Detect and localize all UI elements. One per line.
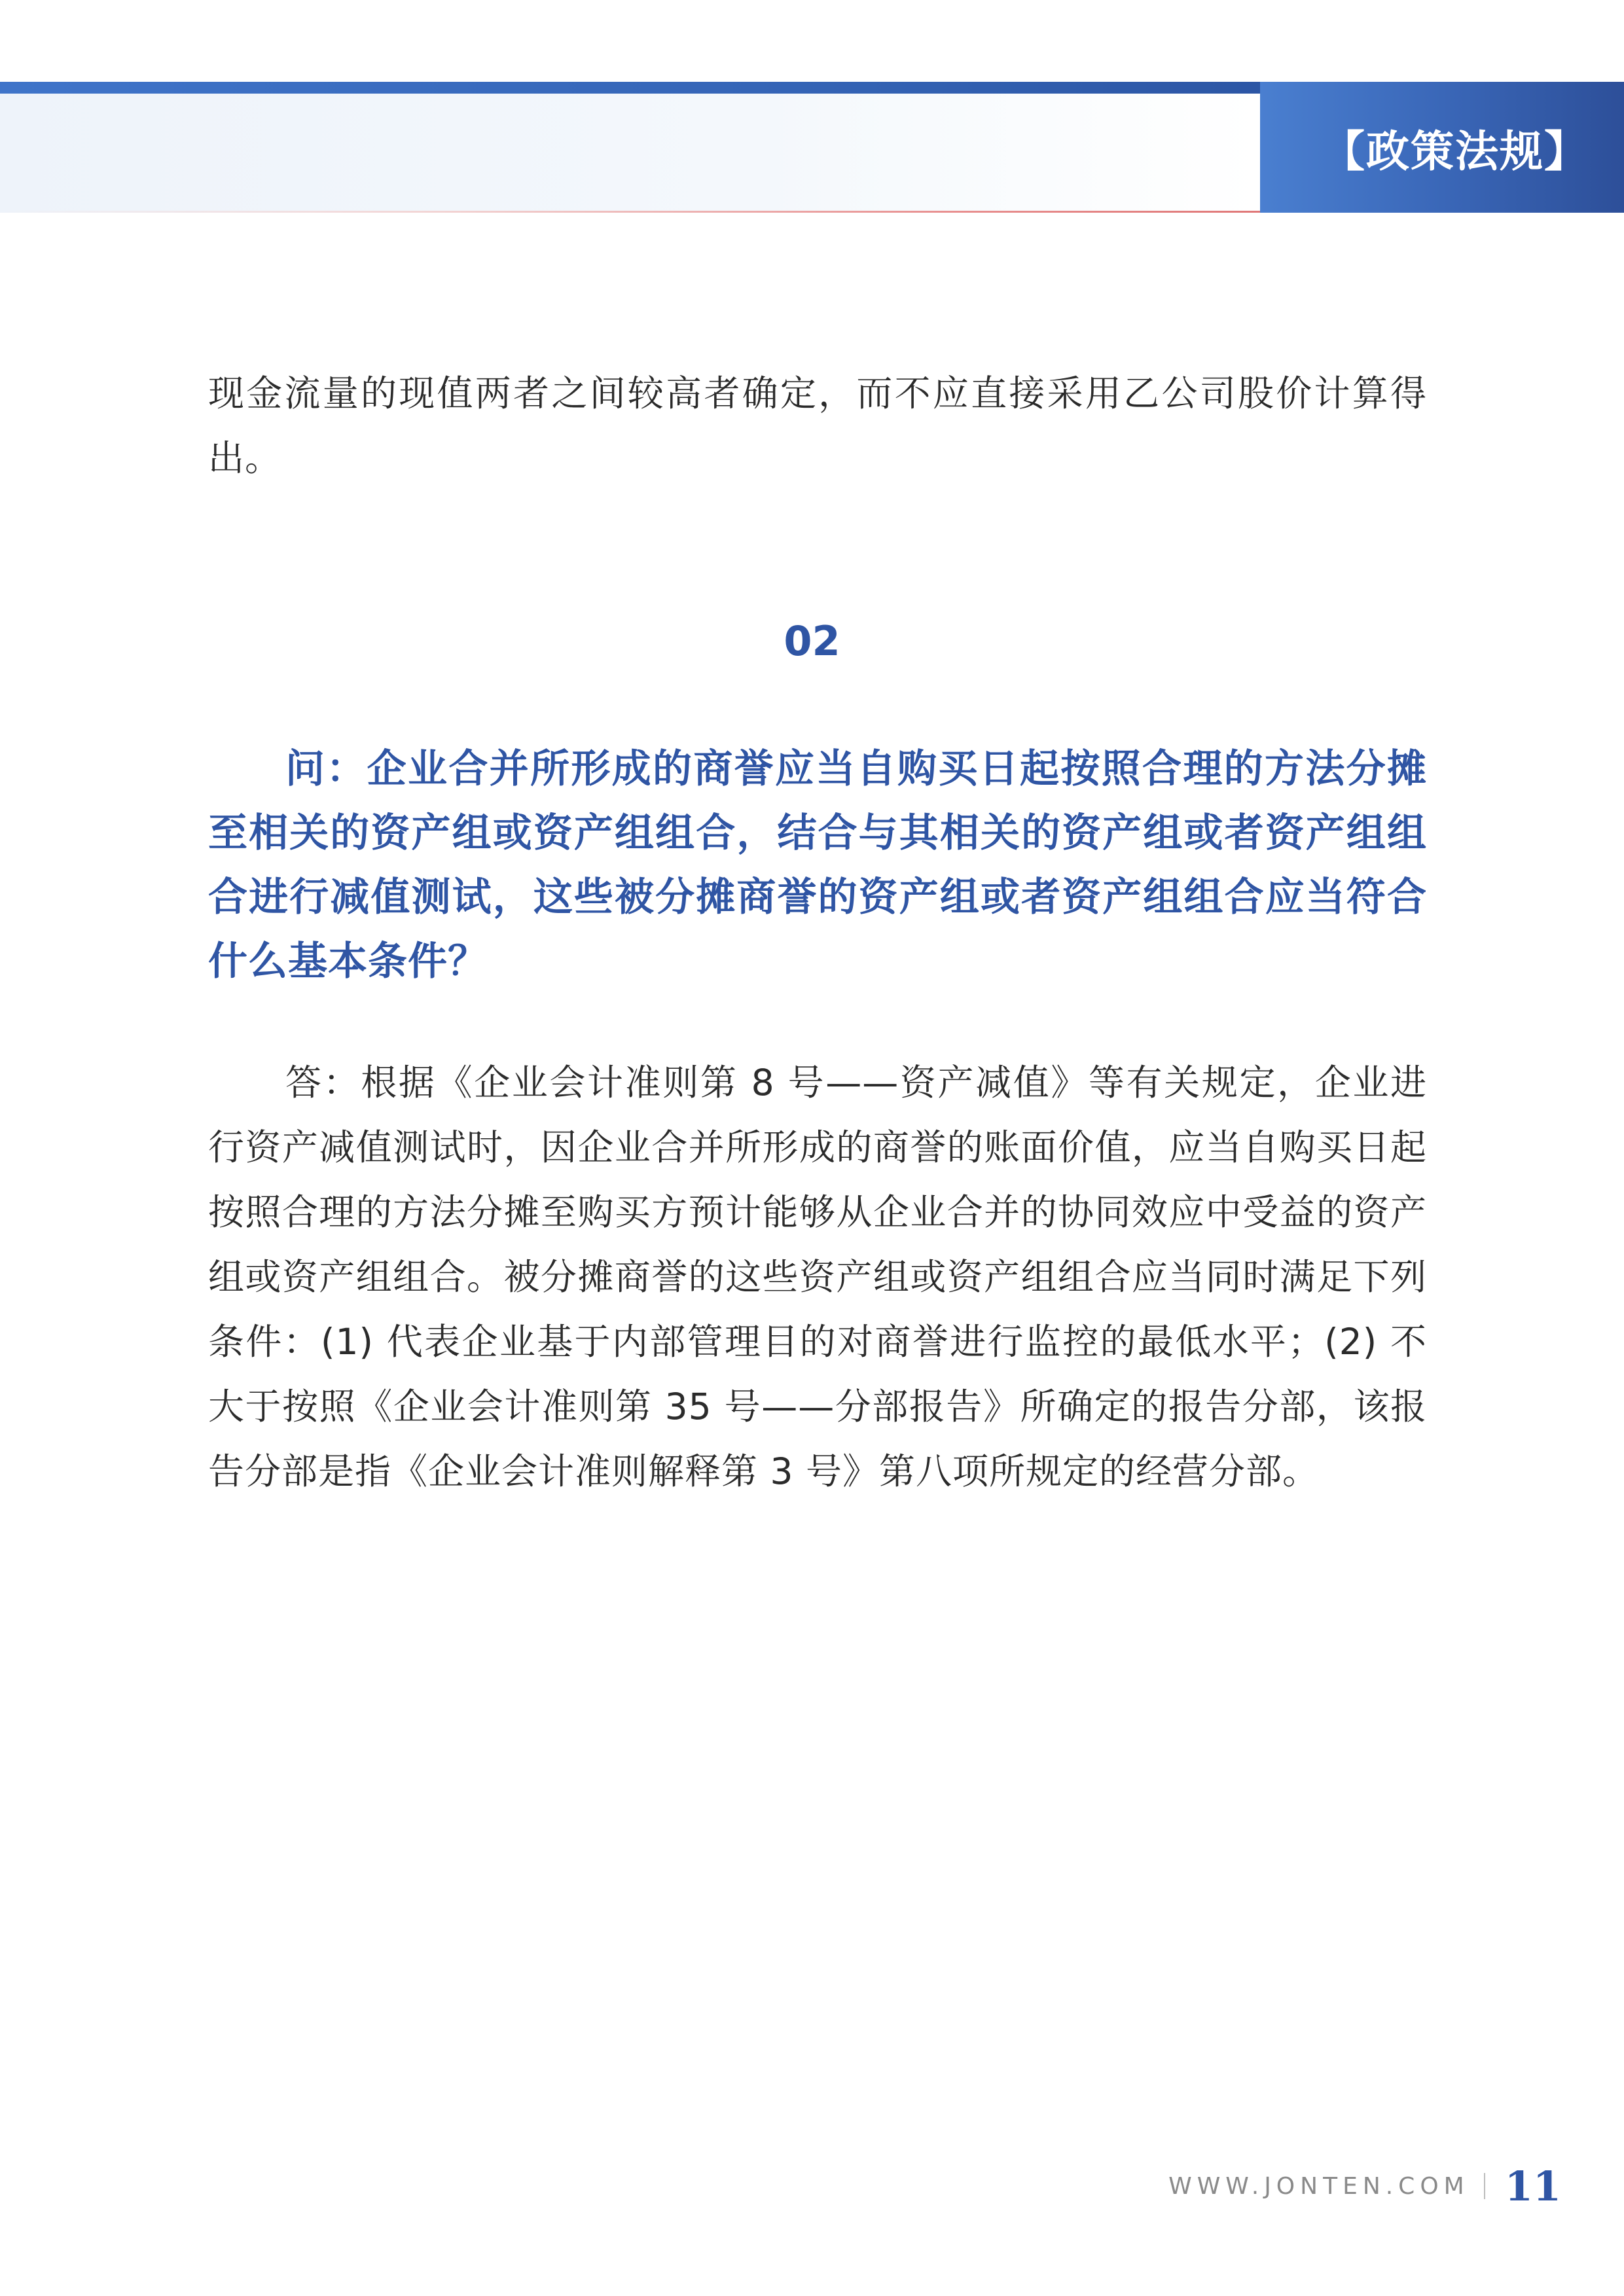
footer-website: WWW.JONTEN.COM [1168, 2172, 1470, 2200]
header-top-rule [0, 82, 1260, 94]
footer-divider [1484, 2173, 1485, 2199]
page-footer [1168, 2160, 1561, 2212]
header-bottom-rule [0, 211, 1260, 213]
page-number: 11 [1504, 2162, 1561, 2210]
section-tag: 【政策法规】 [1260, 82, 1624, 213]
header-band [0, 82, 1260, 213]
section-number: 02 [784, 617, 840, 665]
paragraph-continued: 现金流量的现值两者之间较高者确定，而不应直接采用乙公司股价计算得出。 [208, 372, 1427, 479]
answer-paragraph: 答：根据《企业会计准则第 8 号——资产减值》等有关规定，企业进行资产减值测试时，因企业合并所形成的商誉的账面价值，应当自购买日起按照合理的方法分摊至购买方预计能够从企业合并的协同效应中受益的资产组或资产组组合。被分摊商誉的这些资产组或资产组组合应当同时满足下列条件：(1) 代表企业基于内部管理目的对商誉进行监控的最低水平；(2) 不大于按照《企业会计准则第 35 号——分部报告》所确定的报告分部，该报告分部是指《企业会计准则解释第 3 号》第八项所规定的经营分部。 [208, 1062, 1427, 1492]
question-heading: 问：企业合并所形成的商誉应当自购买日起按照合理的方法分摊至相关的资产组或资产组组合，结合与其相关的资产组或者资产组组合进行减值测试，这些被分摊商誉的资产组或者资产组组合应当符合什么基本条件？ [208, 746, 1427, 984]
